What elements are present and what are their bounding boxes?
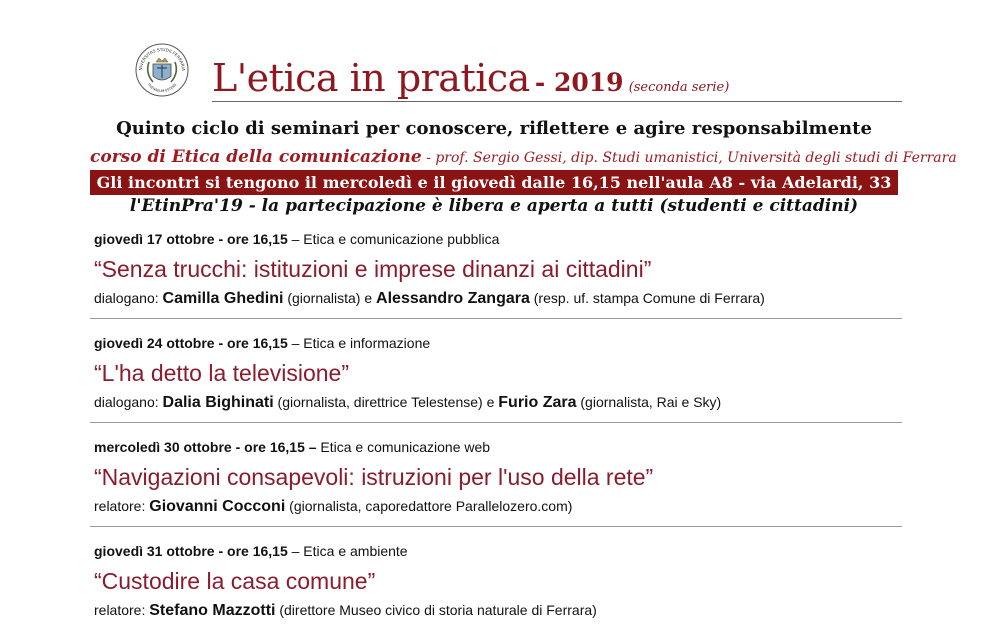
schedule-banner: Gli incontri si tengono il mercoledì e il giovedì dalle 16,15 nell'aula A8 - via Adelardi, 33 [90, 170, 898, 195]
seal-text-bottom: THENAEUM ESTENS [146, 82, 178, 94]
event-item [94, 542, 904, 621]
speaker-role: dialogano: [94, 394, 159, 410]
speaker-desc: (giornalista, Rai e Sky) [580, 394, 722, 410]
separator [90, 318, 902, 319]
speaker-name: Dalia Bighinati [162, 394, 274, 411]
speaker-role: relatore: [94, 602, 146, 618]
course-line [90, 147, 957, 167]
university-seal-icon [133, 40, 191, 98]
speaker-name: Camilla Ghedini [162, 290, 284, 307]
event-speakers [94, 392, 904, 413]
event-topic: – Etica e ambiente [291, 543, 408, 559]
separator [90, 422, 902, 423]
event-title: “Navigazioni consapevoli: istruzioni per l'uso della rete” [94, 464, 654, 490]
speaker-name: Alessandro Zangara [376, 290, 530, 307]
tagline: l'EtinPra'19 - la partecipazione è libera e aperta a tutti (studenti e cittadini) [129, 196, 859, 216]
event-when [94, 438, 904, 456]
event-item [94, 230, 904, 309]
event-date: giovedì 24 ottobre - ore 16,15 [94, 335, 288, 351]
event-date: mercoledì 30 ottobre - ore 16,15 – [94, 439, 317, 455]
speaker-role: dialogano: [94, 290, 159, 306]
page-title: L'etica in pratica [212, 56, 530, 100]
speaker-desc: (resp. uf. stampa Comune di Ferrara) [533, 290, 765, 306]
event-speakers [94, 288, 904, 309]
subtitle: Quinto ciclo di seminari per conoscere, riflettere e agire responsabilmente [116, 118, 872, 139]
seal-text-top: NIVERSITAS STUDII FERRARIA [137, 46, 187, 72]
event-date: giovedì 31 ottobre - ore 16,15 [94, 543, 288, 559]
speaker-desc: (giornalista, caporedattore Parallelozero.com) [289, 498, 573, 514]
title-year: - 2019 [534, 68, 624, 97]
event-date: giovedì 17 ottobre - ore 16,15 [94, 231, 288, 247]
event-item [94, 334, 904, 413]
title-rule [212, 101, 902, 102]
event-item [94, 438, 904, 517]
event-speakers [94, 600, 904, 621]
event-title: “Senza trucchi: istituzioni e imprese dinanzi ai cittadini” [94, 256, 652, 282]
speaker-name: Giovanni Cocconi [149, 498, 286, 515]
event-title: “L'ha detto la televisione” [94, 360, 349, 386]
event-when [94, 230, 904, 248]
speaker-desc: (giornalista, direttrice Telestense) e [277, 394, 495, 410]
course-name: corso di Etica della comunicazione [90, 147, 422, 167]
event-topic: Etica e comunicazione web [320, 439, 491, 455]
event-topic: – Etica e informazione [291, 335, 431, 351]
event-topic: – Etica e comunicazione pubblica [291, 231, 500, 247]
title-series: (seconda serie) [628, 80, 730, 95]
course-detail: - prof. Sergio Gessi, dip. Studi umanistici, Università degli studi di Ferrara [426, 150, 957, 166]
speaker-desc: (giornalista) e [287, 290, 373, 306]
event-when [94, 334, 904, 352]
speaker-role: relatore: [94, 498, 146, 514]
separator [90, 526, 902, 527]
event-speakers [94, 496, 904, 517]
event-title: “Custodire la casa comune” [94, 568, 376, 594]
event-when [94, 542, 904, 560]
title-row [212, 56, 906, 106]
speaker-name: Furio Zara [498, 394, 577, 411]
speaker-name: Stefano Mazzotti [149, 602, 276, 619]
speaker-desc: (direttore Museo civico di storia naturale di Ferrara) [279, 602, 597, 618]
